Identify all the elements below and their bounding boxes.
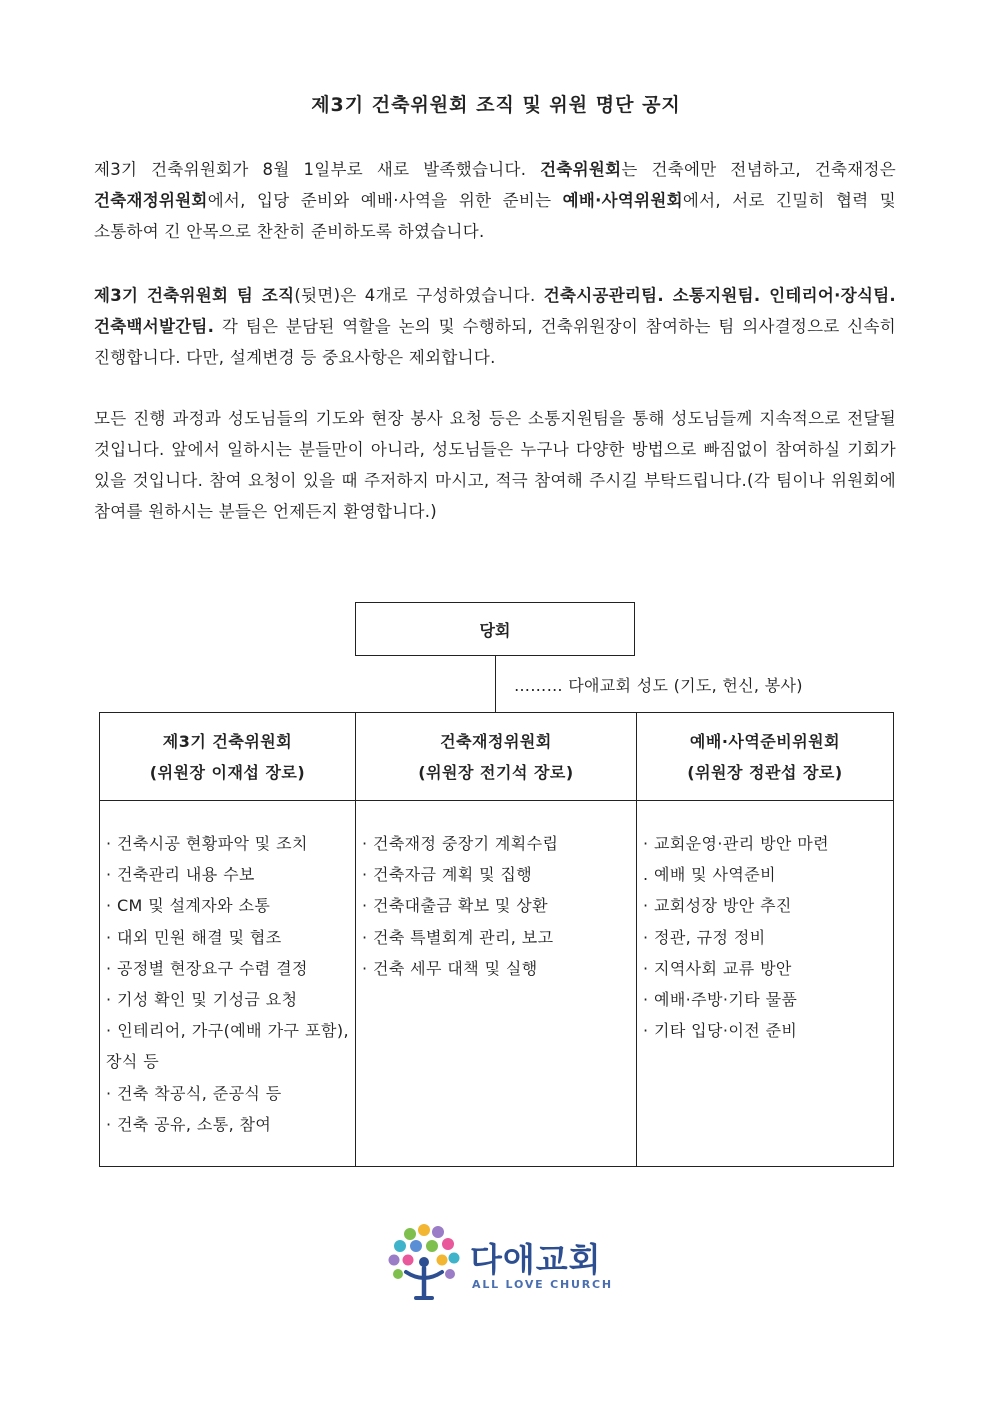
list-item: · 예배·주방·기타 물품 bbox=[643, 990, 798, 1010]
bold-text: 제3기 건축위원회 팀 조직 bbox=[94, 286, 295, 305]
committee-header bbox=[356, 713, 637, 801]
committee-header-row bbox=[100, 713, 894, 801]
list-item: · 건축자금 계획 및 집행 bbox=[362, 865, 533, 885]
list-item: · 교회운영·관리 방안 마련 bbox=[643, 834, 829, 853]
list-item: · 대외 민원 해결 및 협조 bbox=[106, 927, 282, 947]
list-item: · 건축시공 현황파악 및 조치 bbox=[106, 834, 308, 853]
committee-table bbox=[99, 712, 894, 1167]
committee-chair: (위원장 이재섭 장로) bbox=[149, 762, 306, 782]
list-item: · 공정별 현장요구 수렴 결정 bbox=[106, 958, 308, 978]
committee-name: 건축재정위원회 bbox=[440, 731, 552, 751]
list-item: · 건축 세무 대책 및 실행 bbox=[362, 958, 538, 978]
text-span: 에서, 입당 준비와 예배·사역을 위한 준비는 bbox=[207, 191, 563, 210]
list-item: · 건축대출금 확보 및 상환 bbox=[362, 896, 548, 916]
list-item: · CM 및 설계자와 소통 bbox=[106, 896, 271, 916]
participation-paragraph: 모든 진행 과정과 성도님들의 기도와 현장 봉사 요청 등은 소통지원팀을 통해 성도님들께 지속적으로 전달될 것입니다. 앞에서 일하시는 분들만이 아니라, 성도님들은 누구나 다양한 방법으로 빠짐없이 참여하실 기회가 있을 것입니다. 참여 요청이 있을 때 주저하지 마시고, 적극 참여해 주시길 부탁드립니다.(각 팀이나 위원회에 참여를 원하시는 분들은 언제든지 환영합니다.) bbox=[94, 409, 896, 521]
list-item: · 건축 착공식, 준공식 등 bbox=[106, 1083, 282, 1103]
text-span: 는 건축에만 전념하고, 건축재정은 bbox=[621, 160, 896, 179]
bold-text: 건축재정위원회 bbox=[94, 191, 208, 210]
list-item: · 건축관리 내용 수보 bbox=[106, 865, 255, 885]
committee-name: 제3기 건축위원회 bbox=[162, 731, 293, 751]
church-name-korean: 다애교회 bbox=[470, 1240, 602, 1279]
committee-duties-row bbox=[100, 801, 894, 1167]
committee-duties bbox=[356, 801, 637, 1167]
session-box: 당회 bbox=[355, 602, 635, 656]
bold-text: 예배·사역위원회 bbox=[562, 191, 683, 210]
text-span: 제3기 건축위원회가 8월 1일부로 새로 발족했습니다. bbox=[94, 160, 541, 179]
committee-name: 예배·사역준비위원회 bbox=[689, 731, 841, 751]
team-organization-paragraph bbox=[94, 280, 896, 373]
tree-person-logo-icon bbox=[386, 1222, 466, 1306]
committee-chair: (위원장 정관섭 장로) bbox=[687, 762, 843, 782]
list-item: · 건축재정 중장기 계획수립 bbox=[362, 834, 559, 853]
intro-paragraph bbox=[94, 154, 896, 247]
list-item: · 기타 입당·이전 준비 bbox=[643, 1021, 798, 1041]
text-span: 각 팀은 분담된 역할을 논의 및 수행하되, 건축위원장이 참여하는 팀 의사결정으로 신속히 진행합니다. 다만, 설계변경 등 중요사항은 제외합니다. bbox=[94, 317, 896, 367]
list-item: · 인테리어, 가구(예배 가구 포함), 장식 등 bbox=[106, 1021, 349, 1072]
text-span: (뒷면)은 4개로 구성하였습니다. bbox=[294, 286, 544, 305]
church-name-english: ALL LOVE CHURCH bbox=[472, 1278, 613, 1291]
list-item: · 건축 특별회계 관리, 보고 bbox=[362, 927, 554, 947]
document-title: 제3기 건축위원회 조직 및 위원 명단 공지 bbox=[311, 94, 681, 116]
committee-header bbox=[100, 713, 356, 801]
list-item: · 정관, 규정 정비 bbox=[643, 927, 766, 947]
committee-header bbox=[637, 713, 894, 801]
bold-text: 건축시공관리팀. 소통지원팀. 인테리어·장식팀. 건축백서발간팀. bbox=[94, 286, 896, 336]
list-item: · 교회성장 방안 추진 bbox=[643, 896, 792, 916]
list-item: · 지역사회 교류 방안 bbox=[643, 958, 792, 978]
committee-duties bbox=[637, 801, 894, 1167]
committee-chair: (위원장 전기석 장로) bbox=[418, 762, 574, 782]
connector-line bbox=[495, 656, 496, 713]
text-span: 에서, 서로 긴밀히 협력 및 소통하여 긴 안목으로 찬찬히 준비하도록 하였습니다. bbox=[94, 191, 896, 241]
members-note: ……… 다애교회 성도 (기도, 헌신, 봉사) bbox=[514, 676, 803, 695]
list-item: . 예배 및 사역준비 bbox=[643, 865, 776, 885]
bold-text: 건축위원회 bbox=[540, 160, 622, 179]
list-item: · 기성 확인 및 기성금 요청 bbox=[106, 990, 298, 1010]
committee-duties bbox=[100, 801, 356, 1167]
list-item: · 건축 공유, 소통, 참여 bbox=[106, 1114, 272, 1134]
